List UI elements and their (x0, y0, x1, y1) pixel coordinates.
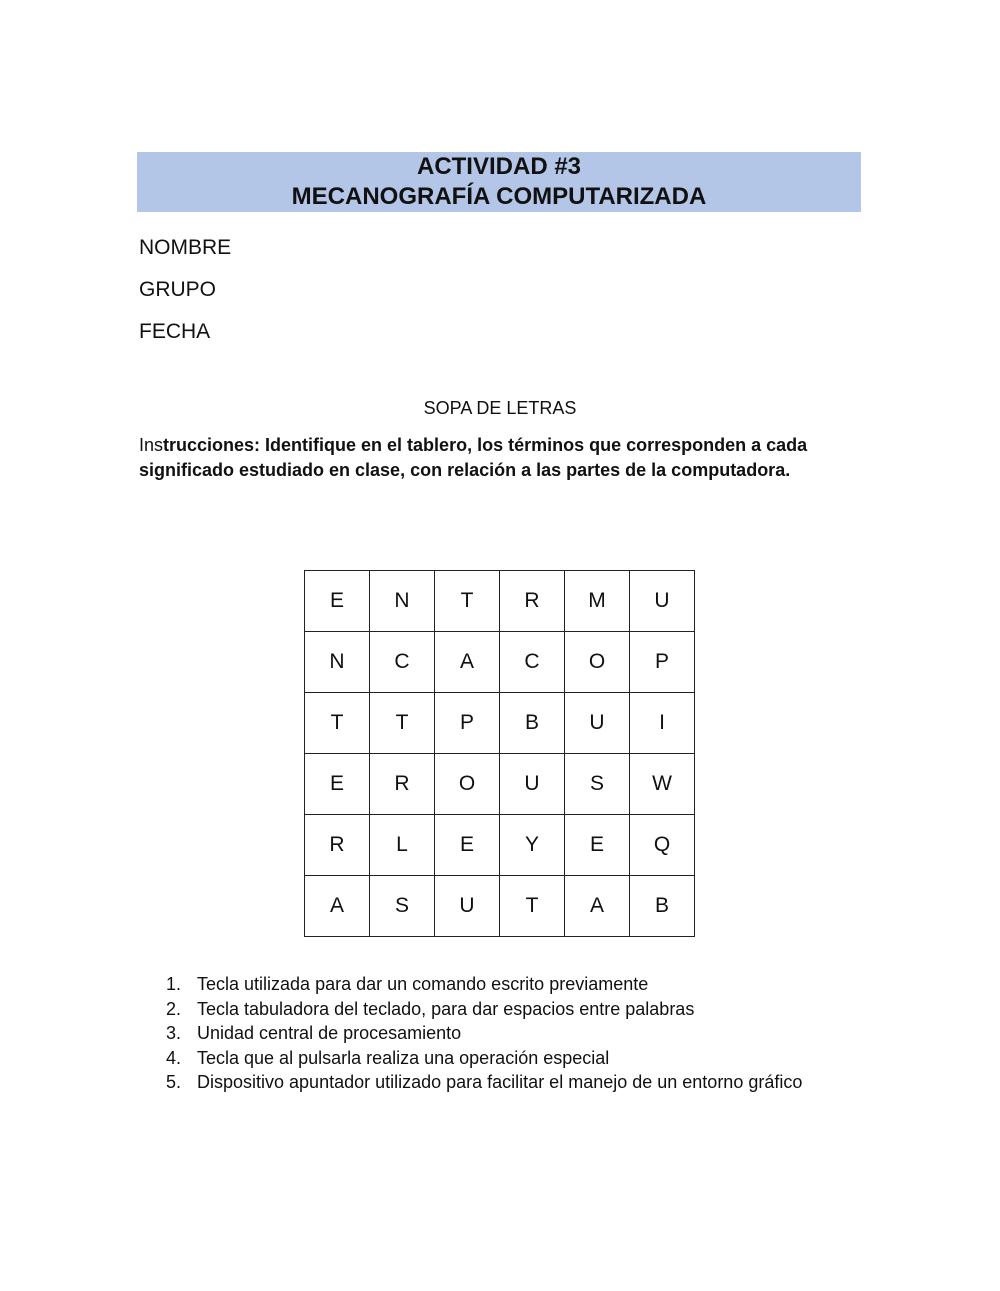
instructions (139, 433, 869, 483)
grid-cell: U (500, 754, 565, 815)
list-item (166, 1070, 802, 1095)
grid-cell: L (370, 815, 435, 876)
list-item (166, 972, 802, 997)
list-item (166, 1021, 802, 1046)
activity-subtitle: MECANOGRAFÍA COMPUTARIZADA (291, 183, 707, 210)
grid-cell: B (500, 693, 565, 754)
grid-cell: T (370, 693, 435, 754)
name-field-label: NOMBRE (139, 236, 232, 259)
grid-cell: R (370, 754, 435, 815)
clue-number: 1. (166, 974, 182, 994)
grid-cell: S (370, 876, 435, 937)
grid-row (305, 754, 695, 815)
grid-cell: W (630, 754, 695, 815)
grid-cell: A (435, 632, 500, 693)
grid-cell: U (630, 571, 695, 632)
grid-cell: S (565, 754, 630, 815)
section-title: SOPA DE LETRAS (423, 398, 577, 418)
instructions-lead: Ins (139, 435, 164, 455)
word-search-grid (304, 570, 695, 937)
grid-row (305, 876, 695, 937)
clue-number: 3. (166, 1023, 182, 1043)
clue-text: Unidad central de procesamiento (197, 1023, 462, 1043)
grid-cell: R (500, 571, 565, 632)
clue-number: 4. (166, 1047, 182, 1068)
grid-cell: T (435, 571, 500, 632)
grid-cell: U (435, 876, 500, 937)
clue-text: Dispositivo apuntador utilizado para facilitar el manejo de un entorno gráfico (197, 1072, 803, 1092)
grid-cell: E (435, 815, 500, 876)
activity-title: ACTIVIDAD #3 (416, 153, 582, 180)
grid-cell: E (305, 571, 370, 632)
grid-cell: P (435, 693, 500, 754)
grid-row (305, 632, 695, 693)
date-field-label: FECHA (139, 320, 211, 343)
grid-cell: R (305, 815, 370, 876)
grid-cell: U (565, 693, 630, 754)
clue-text: Tecla tabuladora del teclado, para dar espacios entre palabras (197, 998, 695, 1019)
instructions-text: trucciones: Identifique en el tablero, los términos que corresponden a cada significado estudiado en clase, con relación a las partes de la computadora. (139, 435, 808, 480)
clue-text: Tecla utilizada para dar un comando escrito previamente (197, 974, 649, 994)
group-field-label: GRUPO (139, 278, 217, 301)
grid-cell: T (500, 876, 565, 937)
grid-cell: N (305, 632, 370, 693)
list-item (166, 997, 802, 1022)
grid-cell: C (370, 632, 435, 693)
clue-number: 2. (166, 998, 182, 1019)
grid-cell: E (565, 815, 630, 876)
grid-cell: Q (630, 815, 695, 876)
grid-cell: A (565, 876, 630, 937)
grid-cell: Y (500, 815, 565, 876)
grid-row (305, 571, 695, 632)
grid-cell: P (630, 632, 695, 693)
grid-cell: O (435, 754, 500, 815)
grid-cell: I (630, 693, 695, 754)
grid-cell: A (305, 876, 370, 937)
list-item (166, 1046, 802, 1071)
grid-row (305, 693, 695, 754)
clue-text: Tecla que al pulsarla realiza una operación especial (197, 1047, 610, 1068)
grid-cell: N (370, 571, 435, 632)
grid-cell: O (565, 632, 630, 693)
activity-header (137, 152, 861, 212)
clue-number: 5. (166, 1072, 182, 1092)
grid-cell: E (305, 754, 370, 815)
clue-list (166, 972, 802, 1095)
grid-cell: M (565, 571, 630, 632)
grid-cell: T (305, 693, 370, 754)
grid-cell: B (630, 876, 695, 937)
grid-cell: C (500, 632, 565, 693)
grid-row (305, 815, 695, 876)
